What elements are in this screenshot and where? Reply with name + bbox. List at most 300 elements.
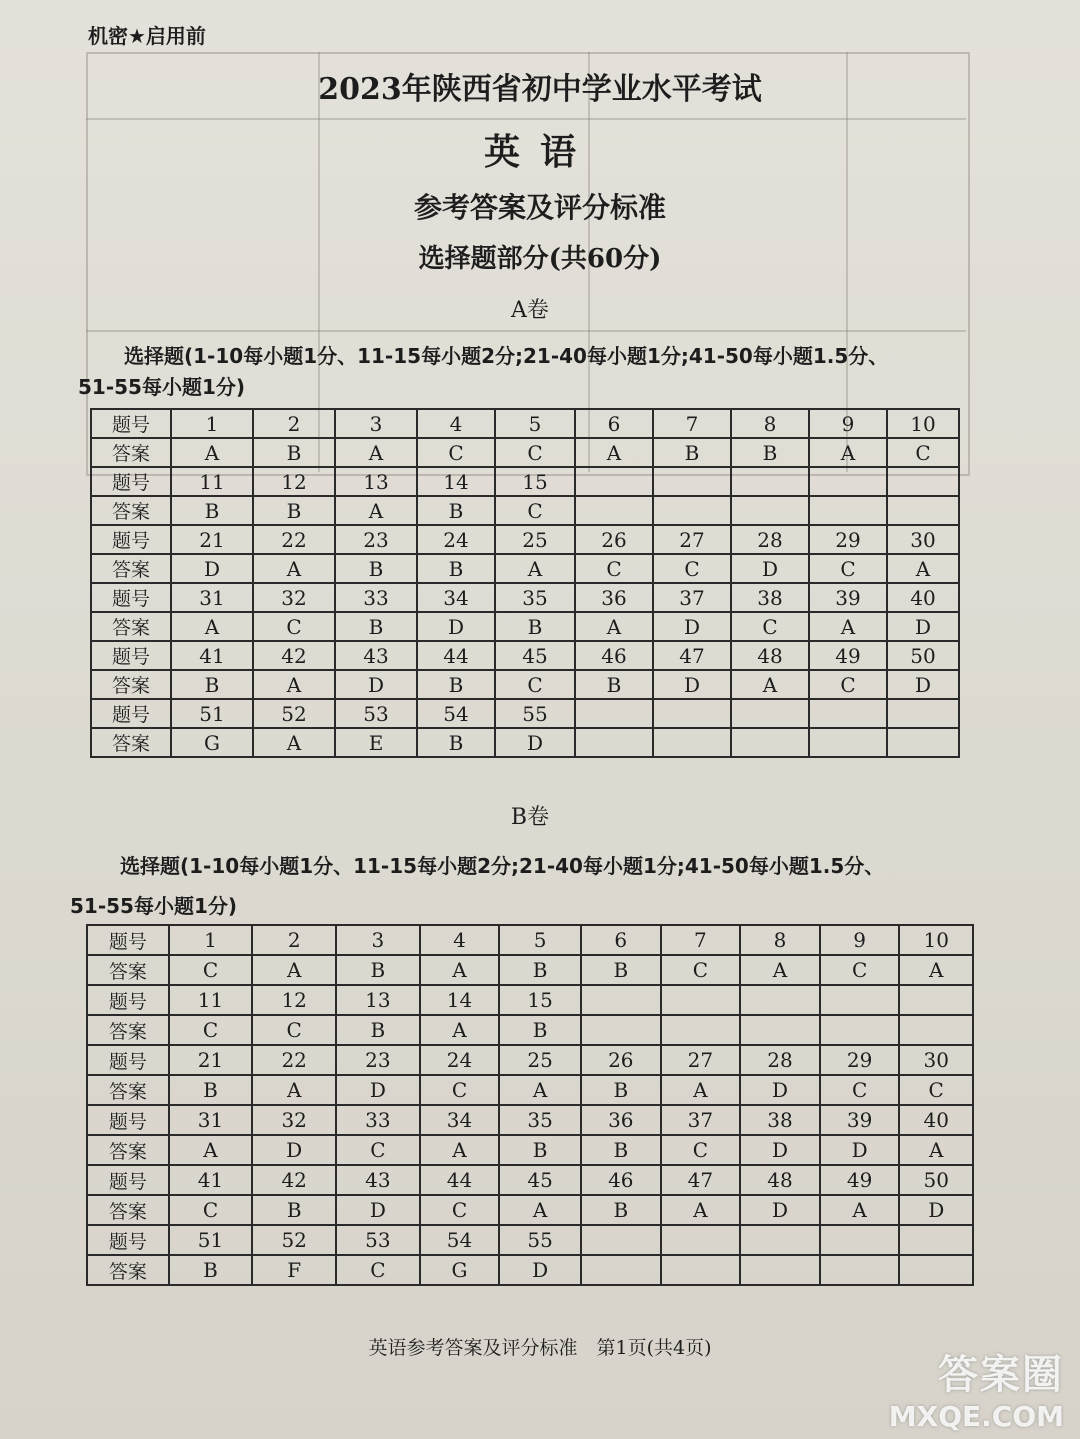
question-number-cell xyxy=(581,985,661,1015)
row-label: 答案 xyxy=(91,670,171,699)
question-number-cell: 10 xyxy=(899,925,973,955)
question-number-cell: 34 xyxy=(420,1105,500,1135)
answer-row xyxy=(87,955,973,985)
question-number-row xyxy=(91,641,959,670)
row-label: 答案 xyxy=(87,1075,169,1105)
question-number-cell: 44 xyxy=(417,641,495,670)
answer-cell: B xyxy=(253,438,335,467)
question-number-cell xyxy=(661,985,741,1015)
question-number-cell: 26 xyxy=(581,1045,661,1075)
question-number-cell: 37 xyxy=(661,1105,741,1135)
answer-cell: A xyxy=(899,955,973,985)
question-number-cell: 10 xyxy=(887,409,959,438)
answer-cell: B xyxy=(253,496,335,525)
answer-cell xyxy=(661,1015,741,1045)
answer-cell xyxy=(731,728,809,757)
question-number-cell: 51 xyxy=(171,699,253,728)
answer-cell: A xyxy=(499,1075,581,1105)
question-number-cell: 23 xyxy=(336,1045,420,1075)
question-number-cell: 44 xyxy=(420,1165,500,1195)
answer-row xyxy=(91,670,959,699)
question-number-cell: 39 xyxy=(809,583,887,612)
question-number-row xyxy=(87,1225,973,1255)
question-number-cell: 30 xyxy=(899,1045,973,1075)
answer-cell: A xyxy=(809,438,887,467)
answer-cell xyxy=(740,1015,820,1045)
answer-cell: B xyxy=(336,955,420,985)
question-number-cell: 8 xyxy=(740,925,820,955)
answer-cell: B xyxy=(499,1135,581,1165)
question-number-cell: 28 xyxy=(740,1045,820,1075)
question-number-cell: 11 xyxy=(169,985,253,1015)
question-number-cell xyxy=(653,467,731,496)
answer-cell: C xyxy=(820,1075,900,1105)
question-number-row xyxy=(87,925,973,955)
answer-cell: D xyxy=(499,1255,581,1285)
answer-cell: A xyxy=(820,1195,900,1225)
question-number-row xyxy=(87,1165,973,1195)
answer-cell: B xyxy=(417,670,495,699)
row-label: 答案 xyxy=(91,612,171,641)
answer-cell: D xyxy=(336,1075,420,1105)
question-number-cell: 30 xyxy=(887,525,959,554)
answer-cell: A xyxy=(495,554,575,583)
answer-cell: C xyxy=(809,670,887,699)
row-label: 答案 xyxy=(91,728,171,757)
question-number-row xyxy=(87,1105,973,1135)
question-number-cell: 52 xyxy=(252,1225,336,1255)
answer-cell: D xyxy=(740,1075,820,1105)
answer-cell: B xyxy=(171,496,253,525)
question-number-cell: 45 xyxy=(499,1165,581,1195)
exam-title: 2023年陕西省初中学业水平考试 xyxy=(318,72,762,107)
question-number-cell: 55 xyxy=(495,699,575,728)
answer-cell: D xyxy=(887,670,959,699)
question-number-cell: 5 xyxy=(495,409,575,438)
question-number-cell: 54 xyxy=(417,699,495,728)
question-number-cell: 42 xyxy=(252,1165,336,1195)
question-number-cell xyxy=(809,699,887,728)
answer-cell: D xyxy=(740,1195,820,1225)
question-number-cell xyxy=(731,699,809,728)
question-number-cell: 47 xyxy=(653,641,731,670)
row-label: 答案 xyxy=(87,1135,169,1165)
answer-row xyxy=(87,1255,973,1285)
question-number-cell: 35 xyxy=(499,1105,581,1135)
question-number-cell: 15 xyxy=(495,467,575,496)
answer-cell: C xyxy=(653,554,731,583)
answer-cell: G xyxy=(420,1255,500,1285)
answer-table-a xyxy=(90,408,960,758)
question-number-cell: 32 xyxy=(252,1105,336,1135)
question-number-cell: 22 xyxy=(252,1045,336,1075)
answer-cell: A xyxy=(252,955,336,985)
question-number-cell: 14 xyxy=(420,985,500,1015)
answer-cell: D xyxy=(495,728,575,757)
question-number-cell: 23 xyxy=(335,525,417,554)
answer-cell: B xyxy=(499,1015,581,1045)
question-number-cell: 43 xyxy=(335,641,417,670)
answer-cell: A xyxy=(661,1075,741,1105)
answer-cell: A xyxy=(171,612,253,641)
answer-cell: C xyxy=(417,438,495,467)
question-number-cell: 51 xyxy=(169,1225,253,1255)
answer-cell: C xyxy=(575,554,653,583)
question-number-cell: 43 xyxy=(336,1165,420,1195)
question-number-cell: 24 xyxy=(420,1045,500,1075)
answer-cell: A xyxy=(253,554,335,583)
answer-cell: A xyxy=(169,1135,253,1165)
answer-cell xyxy=(581,1015,661,1045)
answer-cell: C xyxy=(899,1075,973,1105)
answer-cell xyxy=(653,496,731,525)
question-number-cell xyxy=(661,1225,741,1255)
answer-cell: D xyxy=(887,612,959,641)
row-label: 题号 xyxy=(91,699,171,728)
answer-cell: A xyxy=(661,1195,741,1225)
answer-cell: E xyxy=(335,728,417,757)
question-number-cell: 28 xyxy=(731,525,809,554)
answer-cell xyxy=(661,1255,741,1285)
row-label: 题号 xyxy=(91,525,171,554)
question-number-cell: 48 xyxy=(740,1165,820,1195)
question-number-cell: 1 xyxy=(171,409,253,438)
answer-cell: B xyxy=(336,1015,420,1045)
answer-cell: C xyxy=(661,955,741,985)
question-number-cell: 31 xyxy=(169,1105,253,1135)
answer-cell: A xyxy=(499,1195,581,1225)
question-number-cell: 15 xyxy=(499,985,581,1015)
section-title: 选择题部分(共60分) xyxy=(418,244,662,274)
answer-cell: A xyxy=(335,496,417,525)
question-number-cell: 47 xyxy=(661,1165,741,1195)
question-number-cell xyxy=(809,467,887,496)
answer-cell: C xyxy=(809,554,887,583)
question-number-cell xyxy=(820,985,900,1015)
answer-cell: A xyxy=(887,554,959,583)
answer-cell: A xyxy=(420,1135,500,1165)
answer-cell: A xyxy=(171,438,253,467)
question-number-cell xyxy=(581,1225,661,1255)
question-number-cell: 22 xyxy=(253,525,335,554)
question-number-cell: 31 xyxy=(171,583,253,612)
answer-row xyxy=(87,1075,973,1105)
question-number-cell: 45 xyxy=(495,641,575,670)
answer-cell: A xyxy=(335,438,417,467)
answer-cell: C xyxy=(887,438,959,467)
answer-cell: D xyxy=(740,1135,820,1165)
answer-cell: A xyxy=(253,670,335,699)
question-number-cell: 49 xyxy=(820,1165,900,1195)
question-number-cell xyxy=(575,699,653,728)
question-number-cell: 7 xyxy=(653,409,731,438)
question-number-cell: 39 xyxy=(820,1105,900,1135)
question-number-row xyxy=(91,583,959,612)
bleed-through-line xyxy=(86,118,966,120)
question-number-row xyxy=(91,525,959,554)
row-label: 答案 xyxy=(91,438,171,467)
question-number-cell: 9 xyxy=(820,925,900,955)
question-number-cell: 42 xyxy=(253,641,335,670)
question-number-cell: 54 xyxy=(420,1225,500,1255)
answer-cell: C xyxy=(169,1015,253,1045)
row-label: 题号 xyxy=(91,641,171,670)
row-label: 题号 xyxy=(87,1045,169,1075)
question-number-cell: 40 xyxy=(887,583,959,612)
answer-cell xyxy=(887,728,959,757)
volume-b-note-line2: 51-55每小题1分) xyxy=(70,894,238,918)
question-number-cell: 13 xyxy=(335,467,417,496)
answer-cell: G xyxy=(171,728,253,757)
question-number-cell: 11 xyxy=(171,467,253,496)
answer-cell: D xyxy=(653,612,731,641)
question-number-row xyxy=(91,409,959,438)
answer-cell: C xyxy=(495,496,575,525)
answer-cell: A xyxy=(420,1015,500,1045)
answer-cell xyxy=(653,728,731,757)
question-number-cell: 29 xyxy=(820,1045,900,1075)
answer-cell: D xyxy=(820,1135,900,1165)
answer-cell: D xyxy=(335,670,417,699)
question-number-cell: 6 xyxy=(575,409,653,438)
row-label: 题号 xyxy=(87,1105,169,1135)
row-label: 答案 xyxy=(87,1015,169,1045)
row-label: 题号 xyxy=(87,1225,169,1255)
question-number-cell xyxy=(899,1225,973,1255)
answer-cell: B xyxy=(169,1255,253,1285)
question-number-cell: 12 xyxy=(252,985,336,1015)
answer-cell: A xyxy=(731,670,809,699)
watermark xyxy=(889,1343,1064,1433)
question-number-cell: 9 xyxy=(809,409,887,438)
answer-cell xyxy=(899,1015,973,1045)
question-number-cell: 53 xyxy=(335,699,417,728)
answer-cell: D xyxy=(417,612,495,641)
answer-cell: A xyxy=(740,955,820,985)
question-number-cell: 25 xyxy=(495,525,575,554)
answer-cell: C xyxy=(420,1195,500,1225)
question-number-cell: 2 xyxy=(253,409,335,438)
answer-cell: A xyxy=(575,612,653,641)
answer-cell: C xyxy=(731,612,809,641)
bleed-through-line xyxy=(86,330,966,332)
question-number-row xyxy=(91,699,959,728)
question-number-cell: 29 xyxy=(809,525,887,554)
question-number-cell: 4 xyxy=(420,925,500,955)
answer-row xyxy=(91,728,959,757)
question-number-cell: 53 xyxy=(336,1225,420,1255)
answer-cell: A xyxy=(252,1075,336,1105)
answer-cell xyxy=(809,496,887,525)
document-title: 参考答案及评分标准 xyxy=(413,191,666,224)
row-label: 答案 xyxy=(87,1195,169,1225)
question-number-row xyxy=(91,467,959,496)
question-number-cell: 55 xyxy=(499,1225,581,1255)
row-label: 答案 xyxy=(87,1255,169,1285)
question-number-cell: 24 xyxy=(417,525,495,554)
answer-cell: D xyxy=(336,1195,420,1225)
answer-cell: C xyxy=(495,438,575,467)
answer-cell xyxy=(575,496,653,525)
question-number-cell: 1 xyxy=(169,925,253,955)
answer-cell: B xyxy=(495,612,575,641)
question-number-row xyxy=(87,985,973,1015)
question-number-cell: 52 xyxy=(253,699,335,728)
answer-cell: C xyxy=(420,1075,500,1105)
question-number-cell: 41 xyxy=(169,1165,253,1195)
answer-cell: D xyxy=(731,554,809,583)
question-number-cell: 46 xyxy=(575,641,653,670)
row-label: 题号 xyxy=(87,1165,169,1195)
question-number-cell: 21 xyxy=(169,1045,253,1075)
answer-row xyxy=(91,554,959,583)
answer-cell: B xyxy=(417,728,495,757)
row-label: 答案 xyxy=(91,496,171,525)
question-number-cell xyxy=(731,467,809,496)
question-number-cell: 27 xyxy=(661,1045,741,1075)
answer-cell xyxy=(809,728,887,757)
answer-cell: B xyxy=(169,1075,253,1105)
question-number-cell: 46 xyxy=(581,1165,661,1195)
answer-cell xyxy=(581,1255,661,1285)
volume-b-label: B卷 xyxy=(510,805,550,830)
answer-cell xyxy=(731,496,809,525)
answer-cell: A xyxy=(420,955,500,985)
answer-row xyxy=(91,496,959,525)
answer-cell: C xyxy=(253,612,335,641)
question-number-cell: 50 xyxy=(887,641,959,670)
question-number-cell: 2 xyxy=(252,925,336,955)
question-number-cell xyxy=(575,467,653,496)
question-number-cell: 33 xyxy=(335,583,417,612)
question-number-cell: 33 xyxy=(336,1105,420,1135)
row-label: 题号 xyxy=(91,409,171,438)
question-number-cell: 13 xyxy=(336,985,420,1015)
question-number-cell: 41 xyxy=(171,641,253,670)
question-number-cell xyxy=(887,467,959,496)
question-number-cell: 12 xyxy=(253,467,335,496)
question-number-cell: 25 xyxy=(499,1045,581,1075)
answer-row xyxy=(87,1135,973,1165)
answer-cell: B xyxy=(171,670,253,699)
question-number-cell: 36 xyxy=(575,583,653,612)
answer-cell: D xyxy=(653,670,731,699)
answer-cell: C xyxy=(252,1015,336,1045)
question-number-cell: 7 xyxy=(661,925,741,955)
answer-cell: A xyxy=(899,1135,973,1165)
subject-title: 英语 xyxy=(483,131,596,173)
question-number-cell xyxy=(740,985,820,1015)
answer-cell: A xyxy=(809,612,887,641)
answer-cell: B xyxy=(731,438,809,467)
answer-cell: A xyxy=(253,728,335,757)
answer-row xyxy=(87,1195,973,1225)
question-number-cell: 38 xyxy=(731,583,809,612)
question-number-cell: 48 xyxy=(731,641,809,670)
question-number-cell: 6 xyxy=(581,925,661,955)
question-number-cell: 4 xyxy=(417,409,495,438)
question-number-cell: 32 xyxy=(253,583,335,612)
row-label: 题号 xyxy=(91,583,171,612)
question-number-cell: 3 xyxy=(335,409,417,438)
answer-row xyxy=(91,612,959,641)
answer-cell: B xyxy=(653,438,731,467)
answer-cell: D xyxy=(252,1135,336,1165)
row-label: 题号 xyxy=(87,925,169,955)
answer-cell: B xyxy=(581,955,661,985)
answer-cell: B xyxy=(581,1135,661,1165)
row-label: 题号 xyxy=(91,467,171,496)
answer-cell: B xyxy=(581,1075,661,1105)
confidential-label: 机密★启用前 xyxy=(88,24,206,48)
question-number-row xyxy=(87,1045,973,1075)
question-number-cell xyxy=(899,985,973,1015)
question-number-cell xyxy=(887,699,959,728)
answer-cell: C xyxy=(169,1195,253,1225)
question-number-cell: 38 xyxy=(740,1105,820,1135)
question-number-cell: 35 xyxy=(495,583,575,612)
question-number-cell: 21 xyxy=(171,525,253,554)
answer-cell: B xyxy=(581,1195,661,1225)
question-number-cell: 40 xyxy=(899,1105,973,1135)
answer-cell xyxy=(820,1015,900,1045)
answer-cell: A xyxy=(575,438,653,467)
answer-cell: C xyxy=(336,1255,420,1285)
answer-row xyxy=(87,1015,973,1045)
answer-cell xyxy=(887,496,959,525)
volume-a-note-line2: 51-55每小题1分) xyxy=(78,375,246,399)
question-number-cell: 5 xyxy=(499,925,581,955)
answer-cell: B xyxy=(417,554,495,583)
volume-a-label: A卷 xyxy=(511,298,549,323)
volume-a-note-line1: 选择题(1-10每小题1分、11-15每小题2分;21-40每小题1分;41-50每小题1.5分、 xyxy=(124,344,889,368)
answer-cell xyxy=(899,1255,973,1285)
question-number-cell: 50 xyxy=(899,1165,973,1195)
answer-cell: C xyxy=(661,1135,741,1165)
answer-cell: D xyxy=(899,1195,973,1225)
question-number-cell xyxy=(740,1225,820,1255)
answer-cell xyxy=(575,728,653,757)
question-number-cell: 36 xyxy=(581,1105,661,1135)
question-number-cell: 37 xyxy=(653,583,731,612)
answer-row xyxy=(91,438,959,467)
row-label: 答案 xyxy=(91,554,171,583)
watermark-url: MXQE.COM xyxy=(888,1400,1064,1433)
page-footer: 英语参考答案及评分标准 第1页(共4页) xyxy=(368,1337,712,1359)
answer-cell xyxy=(740,1255,820,1285)
answer-cell: C xyxy=(495,670,575,699)
question-number-cell: 8 xyxy=(731,409,809,438)
answer-cell: B xyxy=(252,1195,336,1225)
watermark-logo-text: 答案圈 xyxy=(938,1352,1064,1398)
question-number-cell: 49 xyxy=(809,641,887,670)
answer-cell: C xyxy=(169,955,253,985)
answer-cell: B xyxy=(499,955,581,985)
question-number-cell: 3 xyxy=(336,925,420,955)
question-number-cell xyxy=(653,699,731,728)
answer-cell xyxy=(820,1255,900,1285)
question-number-cell: 27 xyxy=(653,525,731,554)
row-label: 答案 xyxy=(87,955,169,985)
question-number-cell: 26 xyxy=(575,525,653,554)
answer-cell: C xyxy=(820,955,900,985)
volume-b-note-line1: 选择题(1-10每小题1分、11-15每小题2分;21-40每小题1分;41-50每小题1.5分、 xyxy=(120,854,885,878)
answer-cell: D xyxy=(171,554,253,583)
answer-cell: B xyxy=(335,612,417,641)
answer-table-b xyxy=(86,924,974,1286)
answer-cell: B xyxy=(575,670,653,699)
answer-cell: F xyxy=(252,1255,336,1285)
